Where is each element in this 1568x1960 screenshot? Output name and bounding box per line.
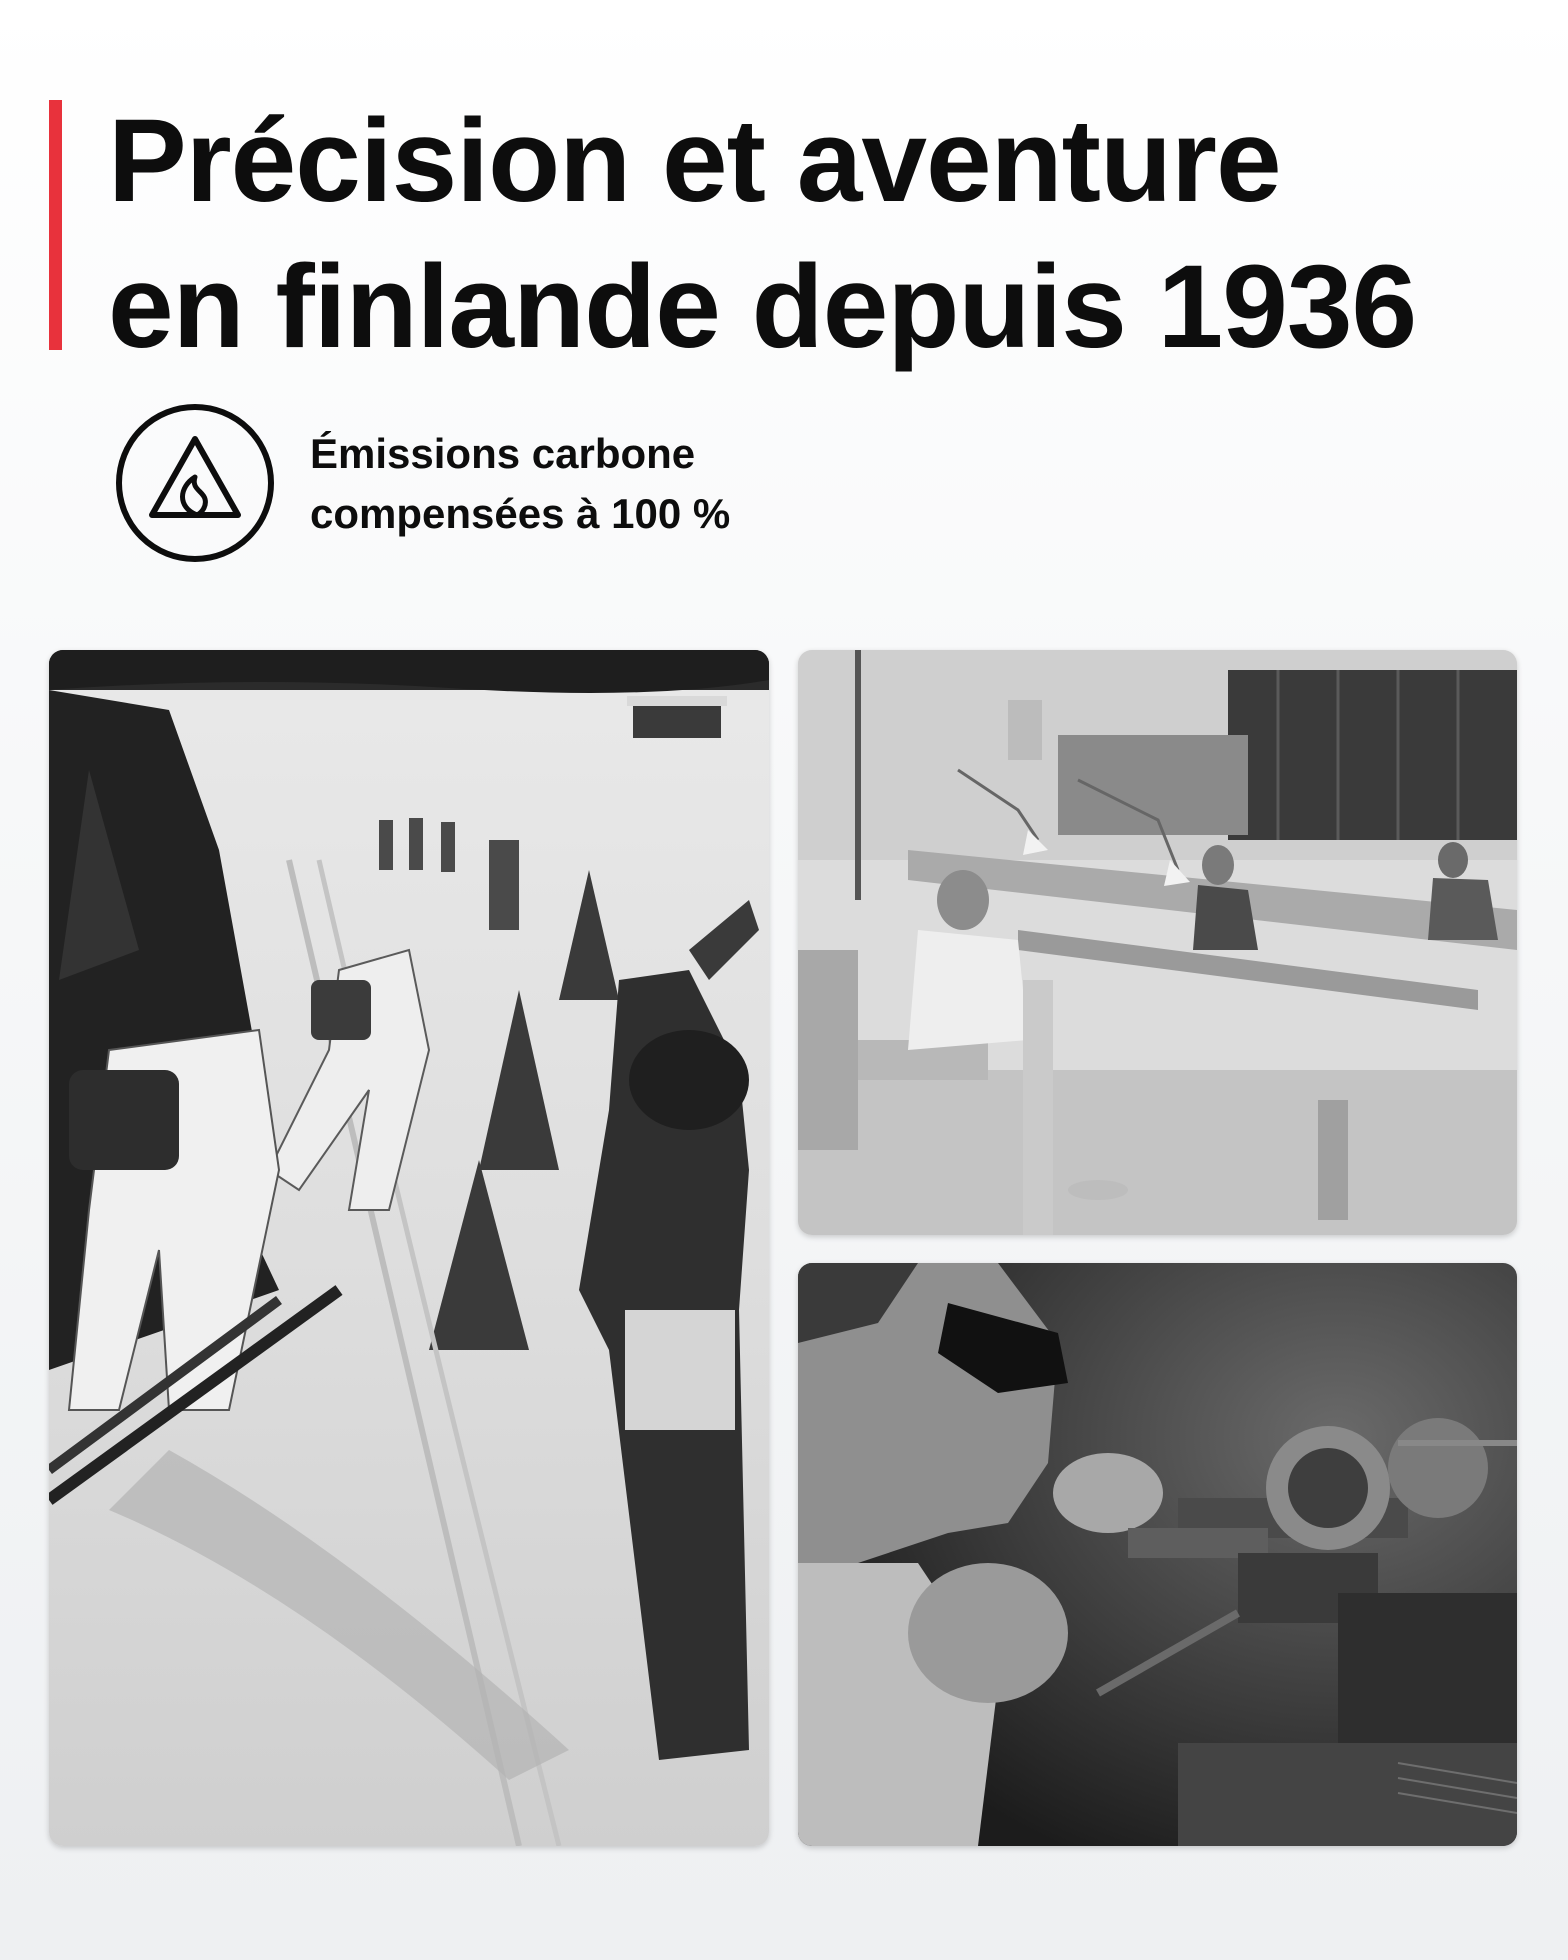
badge-line-1: Émissions carbone bbox=[310, 430, 696, 477]
headline-line-1: Précision et aventure bbox=[108, 95, 1281, 227]
watchmaker-lathe-photo bbox=[798, 1263, 1517, 1846]
skiers-in-snow-photo bbox=[49, 650, 769, 1846]
accent-bar bbox=[49, 100, 62, 350]
badge-line-2: compensées à 100 % bbox=[310, 490, 731, 537]
flame-in-triangle-icon bbox=[115, 403, 275, 563]
watch-workshop-photo bbox=[798, 650, 1517, 1235]
carbon-offset-label bbox=[310, 424, 730, 544]
headline-line-2: en finlande depuis 1936 bbox=[108, 241, 1417, 373]
page-title bbox=[108, 88, 1416, 380]
